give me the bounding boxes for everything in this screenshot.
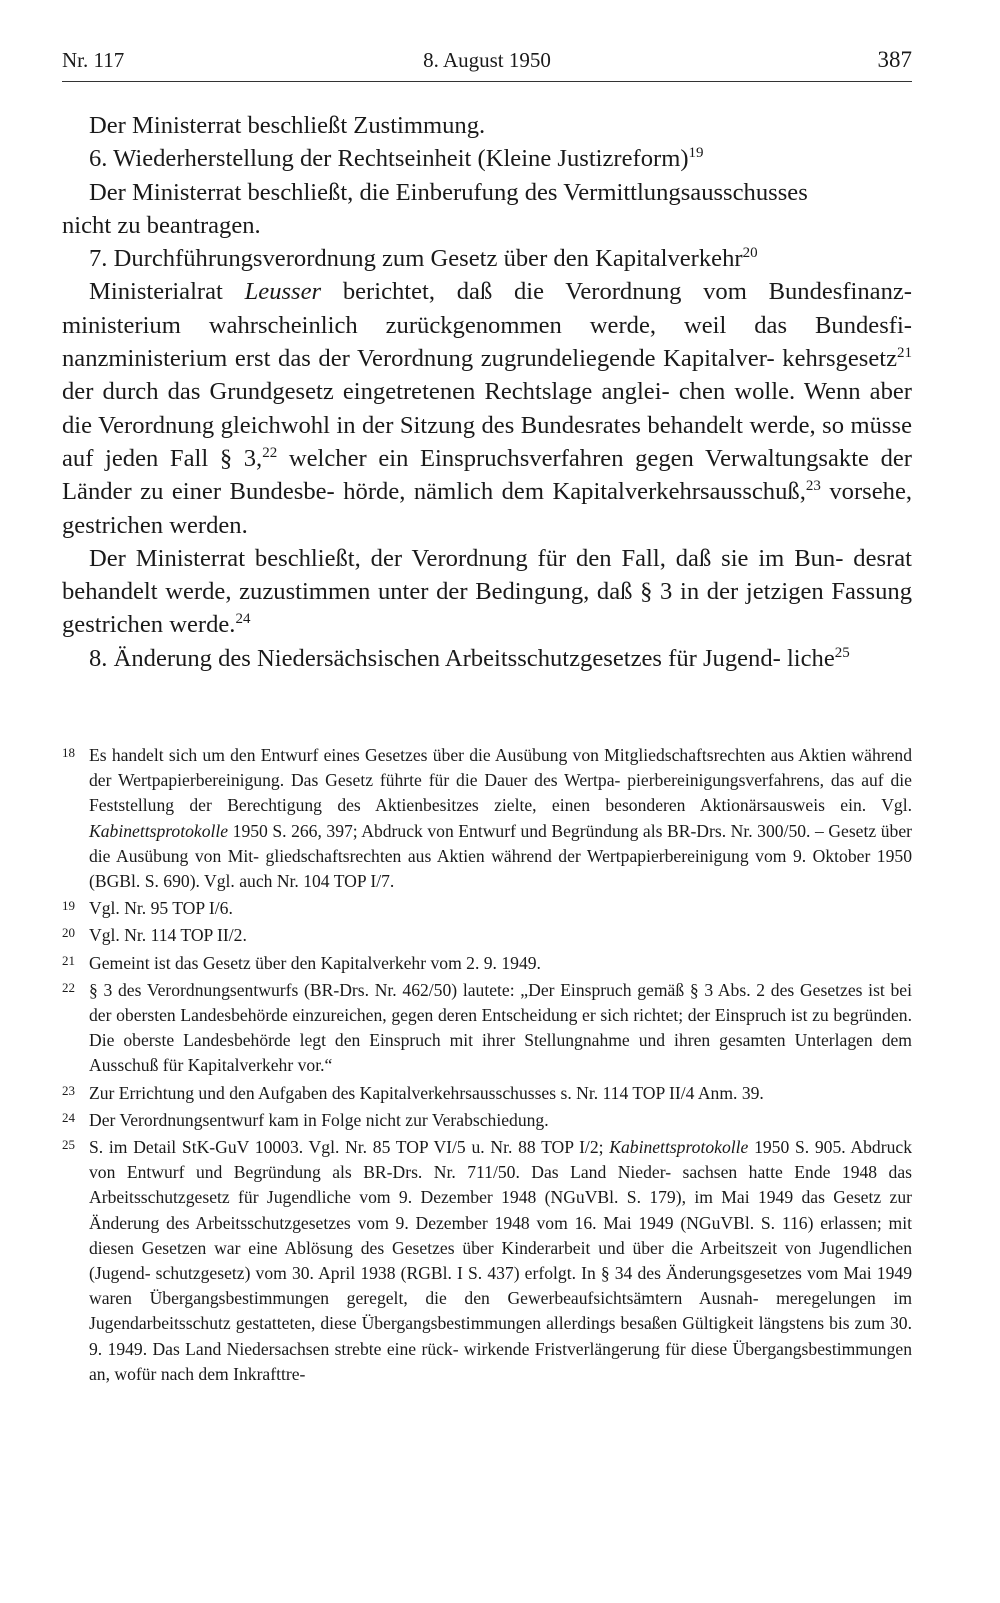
footnote-23: 23 Zur Errichtung und den Aufgaben des Kapitalverkehrsausschusses s. Nr. 114 TOP II/4 Anm. 39.: [62, 1082, 764, 1103]
footnote-25: 25 S. im Detail StK-GuV 10003. Vgl. Nr. 85 TOP VI/5 u. Nr. 88 TOP I/2; Kabinettsprotokolle 1950 S. 905. Abdruck von Entwurf und Begründung als BR-Drs. Nr. 711/50. Das Land Nieder- sachsen hatte Ende 1948 das Arbeitsschutzgesetz für Jugendliche vom 9. Dezember 1948 (NGuVBl. S. 179), im Mai 1949 das Gesetz zur Änderung des Arbeitsschutzgesetzes vom 9. Dezember 1948 vom 16. Mai 1949 (NGuVBl. S. 116) erlassen; mit diesen Gesetzen war eine Ablösung des Gesetzes über Kinderarbeit und über die Arbeitszeit von Jugendlichen (Jugend- schutzgesetz) vom 30. April 1938 (RGBl. I S. 437) erfolgt. In § 34 des Änderungsgesetzes vom Mai 1949 waren Übergangsbestimmungen geregelt, die den Gewerbeaufsichtsämtern Ausnah- meregelungen im Jugendarbeitsschutz gestatteten, diese Übergangsbestimmungen allerdings besaßen Gültigkeit längstens bis zum 30. 9. 1949. Das Land Niedersachsen strebte eine rück- wirkende Fristverlängerung für diese Übergangsbestimmungen an, wofür nach dem Inkrafttre-: [62, 1137, 912, 1384]
footnote-20: 20 Vgl. Nr. 114 TOP II/2.: [62, 925, 247, 946]
agenda-item-7: 7. Durchführungsverordnung zum Gesetz über den Kapitalverkehr$^{20}$: [89, 245, 758, 273]
report-paragraph: Ministerialrat Leusser berichtet, daß die Verordnung vom Bundesfinanz- ministerium wahrscheinlich zurückgenommen werde, weil das Bundesfi- nanzministerium erst das der Verordnung zugrundeliegende Kapitalver- kehrsgesetz$^{21}$ der durch das Grundgesetz eingetretenen Rechtslage anglei- chen wolle. Wenn aber die Verordnung gleichwohl in der Sitzung des Bundesrates behandelt werde, so müsse auf jeden Fall § 3,22 welcher ein Einspruchsverfahren gegen Verwaltungsakte der Länder zu einer Bundesbe- hörde, nämlich dem Kapitalverkehrsausschuß,$^{23}$ vorsehe, gestrichen werden.: [62, 278, 913, 539]
resolution-7-paragraph: Der Ministerrat beschließt, der Verordnung für den Fall, daß sie im Bun- desrat behandelt werde, zuzustimmen unter der Bedingung, daß § 3 in der jetzigen Fassung gestrichen werde.$^{24}$: [62, 544, 912, 639]
resolution-line: Der Ministerrat beschließt Zustimmung.: [89, 112, 486, 139]
page-number: 387: [877, 47, 912, 72]
footnote-21: 21 Gemeint ist das Gesetz über den Kapitalverkehr vom 2. 9. 1949.: [62, 952, 541, 973]
document-number: Nr. 117: [62, 48, 125, 72]
speaker-name: Leusser: [244, 278, 322, 306]
footnote-22: 22 § 3 des Verordnungsentwurfs (BR-Drs. Nr. 462/50) lautete: „Der Einspruch gemäß § 3 Abs. 2 des Gesetzes ist bei der obersten Landesbehörde einzureichen, gegen deren Entscheidung er sich richtet; der Einspruch ist zu begründen. Die oberste Landesbehörde legt den Einspruch mit ihrer Stellungnahme und ihren gesamten Unterlagen dem Ausschuß für Kapitalverkehr vor.“: [62, 979, 912, 1076]
resolution-6-line-2: nicht zu beantragen.: [62, 211, 261, 239]
footnote-24: 24 Der Verordnungsentwurf kam in Folge nicht zur Verabschiedung.: [62, 1109, 549, 1130]
running-header: [62, 44, 912, 80]
agenda-item-6: 6. Wiederherstellung der Rechtseinheit (Kleine Justizreform)$^{19}$: [89, 145, 704, 173]
resolution-6-line-1: Der Ministerrat beschließt, die Einberufung des Vermittlungsausschusses: [89, 178, 808, 206]
footnotes: [62, 743, 912, 1389]
footnote-19: 19 Vgl. Nr. 95 TOP I/6.: [62, 898, 233, 919]
session-date: 8. August 1950: [423, 48, 551, 72]
protocol-text: [62, 109, 912, 675]
header-rule: [62, 81, 912, 82]
agenda-item-8: 8. Änderung des Niedersächsischen Arbeitsschutzgesetzes für Jugend- liche$^{25}$: [89, 644, 850, 672]
footnote-18: 18 Es handelt sich um den Entwurf eines Gesetzes über die Ausübung von Mitgliedschaftsrechten aus Aktien während der Wertpapierbereinigung. Das Gesetz führte für die Dauer des Wertpa- pierbereinigungsverfahrens, das auf die Feststellung der Berechtigung des Aktienbesitzes zielte, einen besonderen Aktionärsausweis ein. Vgl. Kabinettsprotokolle 1950 S. 266, 397; Abdruck von Entwurf und Begründung als BR-Drs. Nr. 300/50. – Gesetz über die Ausübung von Mit- gliedschaftsrechten aus Aktien während der Wertpapierbereinigung vom 9. Oktober 1950 (BGBl. S. 690). Vgl. auch Nr. 104 TOP I/7.: [62, 745, 912, 892]
